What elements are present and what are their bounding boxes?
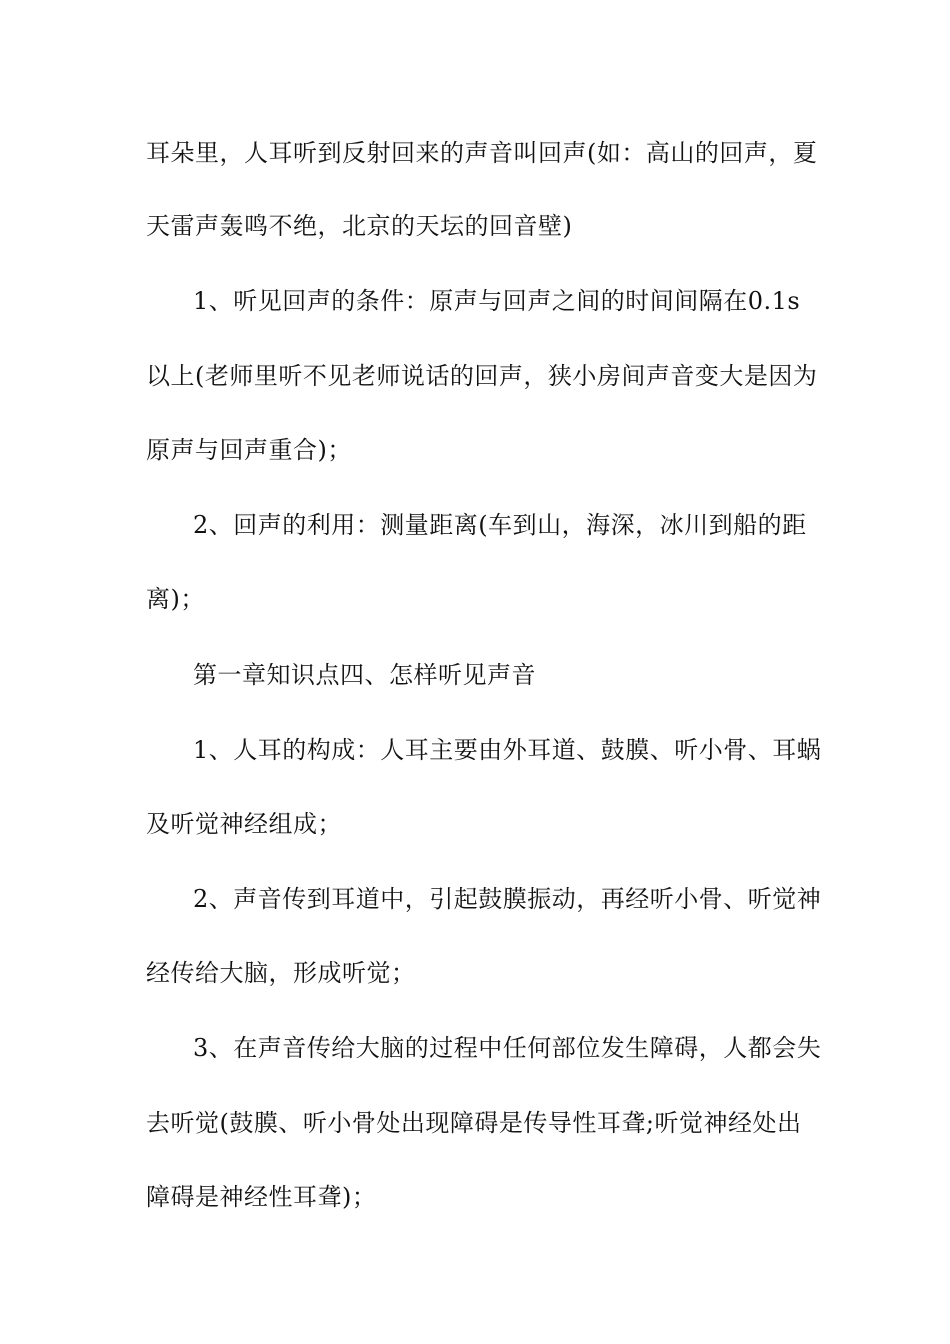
paragraph-start-line: 2、声音传到耳道中，引起鼓膜振动，再经听小骨、听觉神 — [193, 885, 822, 913]
text-line: 去听觉(鼓膜、听小骨处出现障碍是传导性耳聋;听觉神经处出 — [146, 1109, 802, 1137]
text-line: 以上(老师里听不见老师说话的回声，狭小房间声音变大是因为 — [146, 362, 818, 390]
section-heading: 第一章知识点四、怎样听见声音 — [193, 661, 536, 689]
text-line: 及听觉神经组成； — [146, 810, 342, 838]
paragraph-start-line: 1、听见回声的条件：原声与回声之间的时间间隔在0.1s — [193, 287, 801, 315]
paragraph-start-line: 2、回声的利用：测量距离(车到山，海深，冰川到船的距 — [193, 511, 807, 539]
text-line: 经传给大脑，形成听觉； — [146, 959, 416, 987]
text-line: 天雷声轰鸣不绝，北京的天坛的回音壁) — [146, 212, 573, 240]
text-line: 离)； — [146, 585, 205, 613]
text-line: 障碍是神经性耳聋)； — [146, 1183, 377, 1211]
paragraph-start-line: 3、在声音传给大脑的过程中任何部位发生障碍，人都会失 — [193, 1034, 822, 1062]
paragraph-start-line: 1、人耳的构成：人耳主要由外耳道、鼓膜、听小骨、耳蜗 — [193, 736, 822, 764]
text-line: 原声与回声重合)； — [146, 436, 352, 464]
text-line: 耳朵里，人耳听到反射回来的声音叫回声(如：高山的回声，夏 — [146, 139, 818, 167]
